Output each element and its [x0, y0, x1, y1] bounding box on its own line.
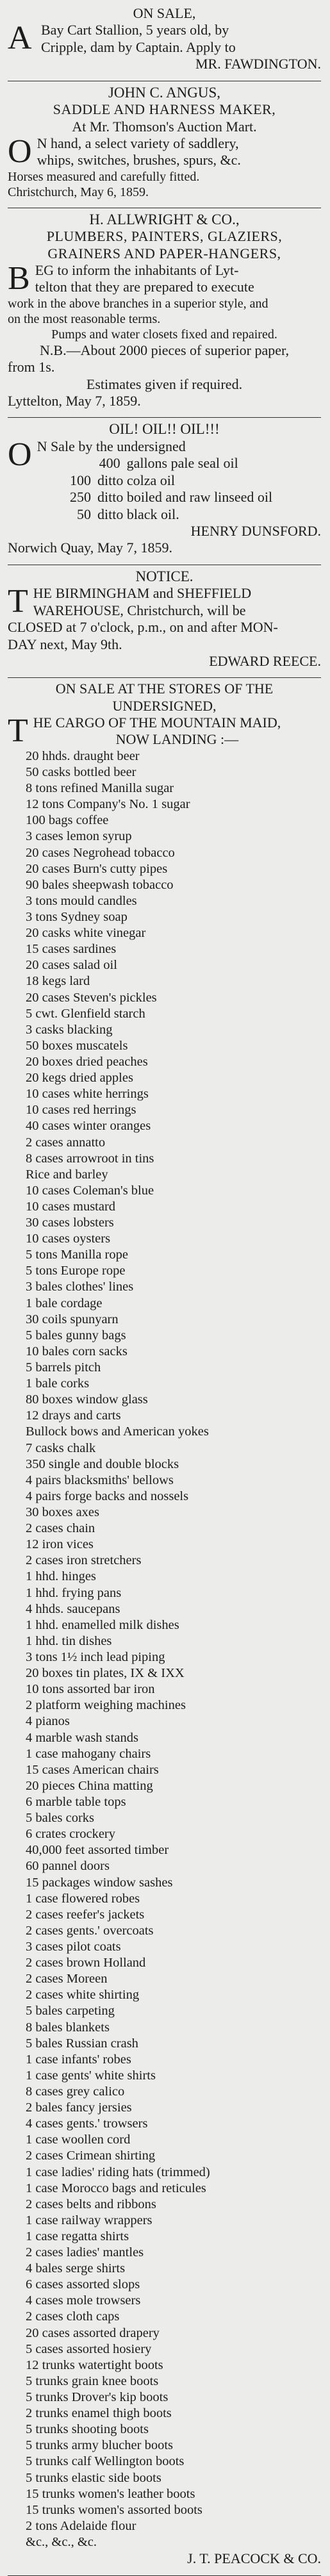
cargo-item: 5 trunks army blucher boots — [26, 2438, 174, 2453]
ad-line: HE BIRMINGHAM and SHEFFIELD — [33, 585, 252, 602]
cargo-item: 1 hhd. hinges — [26, 1569, 96, 1584]
ad-signature: EDWARD REECE. — [209, 652, 321, 669]
cargo-item: 10 tons assorted bar iron — [26, 1682, 155, 1697]
cargo-item: 2 cases white shirting — [26, 1988, 140, 2002]
cargo-item: 2 cases annatto — [26, 1135, 106, 1150]
ad-heading: JOHN C. ANGUS, — [108, 84, 221, 101]
cargo-list — [8, 748, 321, 2550]
cargo-item: 100 bags coffee — [26, 813, 109, 828]
cargo-item: Bullock bows and American yokes — [26, 1424, 209, 1439]
cargo-item: 20 cases Steven's pickles — [26, 990, 157, 1005]
ad-line: Horses measured and carefully fitted. — [8, 169, 200, 184]
cargo-item: 8 tons refined Manilla sugar — [26, 781, 174, 796]
ad-subheading: SADDLE AND HARNESS MAKER, — [53, 101, 276, 118]
ad-line: NOW LANDING :— — [115, 731, 239, 748]
cargo-item: 10 bales corn sacks — [26, 1344, 128, 1358]
cargo-item: 5 tons Europe rope — [26, 1264, 126, 1278]
cargo-item: 1 hhd. enamelled milk dishes — [26, 1617, 179, 1632]
cargo-item: 2 cases ladies' mantles — [26, 2245, 144, 2260]
cargo-item: 50 casks bottled beer — [26, 764, 136, 779]
cargo-item: 2 cases Crimean shirting — [26, 2149, 156, 2163]
cargo-item: 1 case gents' white shirts — [26, 2068, 156, 2083]
cargo-item: 4 marble wash stands — [26, 1730, 138, 1745]
ad-body — [8, 22, 321, 72]
cargo-item: 8 cases arrowroot in tins — [26, 1151, 154, 1166]
ad-line: WAREHOUSE, Christchurch, will be — [33, 602, 246, 618]
item-description: ditto boiled and raw linseed oil — [97, 489, 273, 506]
list-item — [37, 455, 321, 472]
cargo-item: 2 platform weighing machines — [26, 1698, 186, 1713]
ad-subheading: GRAINERS AND PAPER-HANGERS, — [47, 245, 281, 261]
cargo-item: 6 crates crockery — [26, 1827, 115, 1842]
cargo-item: 12 iron vices — [26, 1537, 94, 1552]
cargo-item: 2 cases belts and ribbons — [26, 2197, 156, 2211]
cargo-item: Rice and barley — [26, 1167, 108, 1182]
list-item — [8, 489, 321, 506]
ad-mountain-maid-cargo — [8, 678, 321, 2571]
cargo-item: 20 hhds. draught beer — [26, 748, 140, 763]
cargo-item: 8 cases grey calico — [26, 2084, 125, 2099]
cargo-item: 15 trunks women's leather boots — [26, 2486, 195, 2501]
cargo-item: 3 casks blacking — [26, 1022, 113, 1037]
cargo-item: 8 bales blankets — [26, 2020, 110, 2035]
item-description: ditto black oil. — [97, 506, 179, 522]
ad-line: N.B.—About 2000 pieces of superior paper, — [40, 342, 289, 358]
ad-john-angus — [8, 81, 321, 204]
cargo-item: 20 cases Burn's cutty pipes — [26, 861, 168, 876]
cargo-item: 2 cases chain — [26, 1521, 95, 1536]
cargo-item: 40,000 feet assorted timber — [26, 1843, 169, 1858]
ad-body — [8, 585, 321, 670]
drop-cap: O — [8, 436, 32, 474]
cargo-item: 1 hhd. tin dishes — [26, 1633, 112, 1648]
cargo-item: 1 bale corks — [26, 1376, 90, 1391]
cargo-item: 4 cases mole trowsers — [26, 2293, 141, 2308]
cargo-item: 12 trunks watertight boots — [26, 2357, 163, 2372]
drop-cap: B — [8, 260, 30, 297]
cargo-item: 10 cases oysters — [26, 1232, 111, 1246]
cargo-item: 2 cases brown Holland — [26, 1956, 146, 1970]
cargo-item: 20 casks white vinegar — [26, 926, 146, 941]
ad-line: on the most reasonable terms. — [8, 311, 161, 326]
ad-body — [8, 438, 321, 557]
cargo-item: 10 cases white herrings — [26, 1087, 149, 1102]
ad-dateline: Norwich Quay, May 7, 1859. — [8, 540, 173, 556]
ad-line: N Sale by the undersigned — [37, 438, 186, 455]
cargo-item: 20 pieces China matting — [26, 1778, 153, 1793]
cargo-item: 4 pairs blacksmiths' bellows — [26, 1473, 174, 1487]
ad-line: HE CARGO OF THE MOUNTAIN MAID, — [33, 714, 281, 731]
cargo-item: 3 tons 1½ inch lead piping — [26, 1650, 165, 1664]
ad-subheading: PLUMBERS, PAINTERS, GLAZIERS, — [46, 228, 283, 245]
cargo-item: 1 bale cordage — [26, 1296, 103, 1310]
cargo-item: 10 cases red herrings — [26, 1103, 136, 1118]
cargo-item: 3 cases pilot coats — [26, 1939, 121, 1954]
cargo-item: 30 cases lobsters — [26, 1216, 114, 1230]
ad-line: telton that they are prepared to execute — [35, 279, 254, 295]
ad-line: whips, switches, brushes, spurs, &c. — [37, 152, 241, 169]
cargo-item: 1 case Morocco bags and reticules — [26, 2181, 206, 2195]
cargo-item: 40 cases winter oranges — [26, 1119, 151, 1134]
list-item — [8, 472, 321, 489]
ad-oil-sale — [8, 418, 321, 560]
cargo-item: 2 trunks enamel thigh boots — [26, 2406, 172, 2421]
cargo-item: 1 case regatta shirts — [26, 2229, 129, 2243]
ad-bay-cart-stallion — [8, 3, 321, 77]
cargo-item: 1 case woollen cord — [26, 2133, 131, 2147]
cargo-item: 4 pianos — [26, 1714, 70, 1729]
cargo-item: 2 cases iron stretchers — [26, 1553, 142, 1568]
cargo-item: 3 bales clothes' lines — [26, 1280, 134, 1294]
newspaper-advertisements-column — [8, 0, 321, 2576]
ad-notice-reece — [8, 565, 321, 674]
cargo-item: 7 casks chalk — [26, 1441, 96, 1455]
cargo-item: 1 case railway wrappers — [26, 2213, 153, 2227]
cargo-item: 2 cases Moreen — [26, 1972, 108, 1986]
cargo-item: 5 trunks grain knee boots — [26, 2374, 159, 2388]
cargo-item: 5 bales gunny bags — [26, 1328, 126, 1342]
cargo-item: 3 tons mould candles — [26, 893, 137, 908]
cargo-item: 60 pannel doors — [26, 1859, 110, 1874]
ad-line: N hand, a select variety of saddlery, — [37, 135, 239, 151]
cargo-item: 4 bales serge shirts — [26, 2261, 126, 2276]
cargo-item: 5 trunks elastic side boots — [26, 2470, 161, 2485]
cargo-item: 20 cases assorted drapery — [26, 2325, 160, 2340]
ad-line: CLOSED at 7 o'clock, p.m., on and after MON- — [8, 619, 278, 636]
cargo-item: 6 marble table tops — [26, 1794, 126, 1809]
ad-signature: HENRY DUNSFORD. — [190, 522, 321, 539]
item-quantity: 400 — [99, 455, 120, 472]
cargo-item: 3 tons Sydney soap — [26, 909, 128, 924]
ad-contact: MR. FAWDINGTON. — [195, 56, 321, 72]
cargo-item: 5 trunks Drover's kip boots — [26, 2390, 169, 2405]
ad-line: Bay Cart Stallion, 5 years old, by — [41, 22, 229, 38]
drop-cap: T — [8, 713, 28, 750]
ad-signature: J. T. PEACOCK & CO. — [187, 2550, 321, 2567]
cargo-item: 30 coils spunyarn — [26, 1312, 119, 1326]
ad-body — [8, 714, 321, 748]
cargo-item: 1 hhd. frying pans — [26, 1585, 122, 1600]
item-quantity: 50 — [77, 506, 91, 522]
ad-heading: UNDERSIGNED, — [112, 697, 217, 714]
cargo-item: 20 boxes tin plates, IX & IXX — [26, 1666, 185, 1681]
ad-dateline: Lyttelton, May 7, 1859. — [8, 393, 141, 409]
list-item — [8, 506, 321, 523]
drop-cap: A — [8, 20, 32, 57]
cargo-item: 30 boxes axes — [26, 1505, 100, 1520]
cargo-item: 2 bales fancy jersies — [26, 2101, 132, 2115]
cargo-item: 4 pairs forge backs and nossels — [26, 1489, 189, 1503]
cargo-item: 350 single and double blocks — [26, 1457, 179, 1471]
item-description: gallons pale seal oil — [126, 455, 238, 472]
cargo-item: 20 boxes dried peaches — [26, 1054, 148, 1069]
cargo-item: 5 tons Manilla rope — [26, 1248, 128, 1262]
cargo-item: 1 case infants' robes — [26, 2052, 131, 2067]
cargo-item: 1 case mahogany chairs — [26, 1746, 151, 1761]
cargo-item: 12 drays and carts — [26, 1408, 121, 1423]
cargo-item: 50 boxes muscatels — [26, 1038, 128, 1053]
item-quantity: 250 — [70, 489, 91, 506]
cargo-item: 10 cases Coleman's blue — [26, 1183, 154, 1198]
ad-allwright — [8, 208, 321, 414]
cargo-item: 5 bales carpeting — [26, 2004, 115, 2019]
cargo-item: 5 trunks calf Wellington boots — [26, 2454, 185, 2469]
cargo-item: &c., &c., &c. — [26, 2535, 97, 2550]
ad-line: work in the above branches in a superior style, and — [8, 296, 268, 311]
cargo-item: 5 cwt. Glenfield starch — [26, 1006, 145, 1021]
cargo-item: 2 tons Adelaide flour — [26, 2518, 136, 2533]
cargo-item: 18 kegs lard — [26, 974, 90, 989]
ad-heading: NOTICE. — [135, 568, 194, 584]
ad-heading: ON SALE, — [133, 5, 196, 21]
cargo-item: 4 hhds. saucepans — [26, 1601, 120, 1616]
cargo-item: 6 cases assorted slops — [26, 2277, 140, 2292]
cargo-item: 10 cases mustard — [26, 1199, 116, 1214]
cargo-item: 5 bales corks — [26, 1811, 95, 1826]
cargo-item: 20 cases Negrohead tobacco — [26, 845, 175, 860]
ad-heading: H. ALLWRIGHT & CO., — [89, 211, 240, 227]
cargo-item: 4 cases gents.' trowsers — [26, 2117, 148, 2131]
cargo-item: 2 cases reefer's jackets — [26, 1907, 145, 1922]
ad-location: At Mr. Thomson's Auction Mart. — [72, 118, 257, 135]
ad-line: Estimates given if required. — [86, 376, 243, 392]
ad-line: from 1s. — [8, 359, 55, 376]
ad-line: Cripple, dam by Captain. Apply to — [41, 38, 236, 55]
ad-dateline: Christchurch, May 6, 1859. — [8, 185, 149, 199]
cargo-item: 2 cases cloth caps — [26, 2309, 120, 2324]
divider — [8, 2575, 321, 2576]
cargo-item: 5 bales Russian crash — [26, 2036, 138, 2051]
cargo-item: 3 cases lemon syrup — [26, 829, 132, 844]
ad-line: DAY next, May 9th. — [8, 636, 122, 652]
ad-body — [8, 262, 321, 409]
cargo-item: 80 boxes window glass — [26, 1392, 148, 1407]
ad-line: Pumps and water closets fixed and repaired. — [51, 327, 277, 342]
ad-body — [8, 135, 321, 200]
drop-cap: T — [8, 583, 28, 620]
cargo-item: 1 case flowered robes — [26, 1891, 140, 1906]
cargo-item: 15 cases American chairs — [26, 1762, 159, 1777]
ad-heading: OIL! OIL!! OIL!!! — [109, 421, 220, 438]
drop-cap: O — [8, 133, 32, 170]
cargo-item: 90 bales sheepwash tobacco — [26, 877, 174, 892]
ad-heading: ON SALE AT THE STORES OF THE — [55, 681, 274, 697]
cargo-item: 5 trunks shooting boots — [26, 2422, 149, 2437]
cargo-item: 12 tons Company's No. 1 sugar — [26, 797, 190, 812]
cargo-item: 20 kegs dried apples — [26, 1071, 133, 1086]
item-description: ditto colza oil — [97, 472, 175, 488]
cargo-item: 1 case ladies' riding hats (trimmed) — [26, 2165, 210, 2179]
cargo-item: 5 barrels pitch — [26, 1360, 101, 1375]
cargo-item: 5 cases assorted hosiery — [26, 2341, 152, 2356]
cargo-item: 15 trunks women's assorted boots — [26, 2502, 202, 2517]
item-quantity: 100 — [70, 472, 91, 488]
cargo-item: 15 packages window sashes — [26, 1875, 173, 1890]
ad-line: EG to inform the inhabitants of Lyt- — [35, 262, 239, 279]
cargo-item: 2 cases gents.' overcoats — [26, 1923, 154, 1938]
cargo-item: 20 cases salad oil — [26, 958, 117, 973]
cargo-item: 15 cases sardines — [26, 942, 117, 957]
